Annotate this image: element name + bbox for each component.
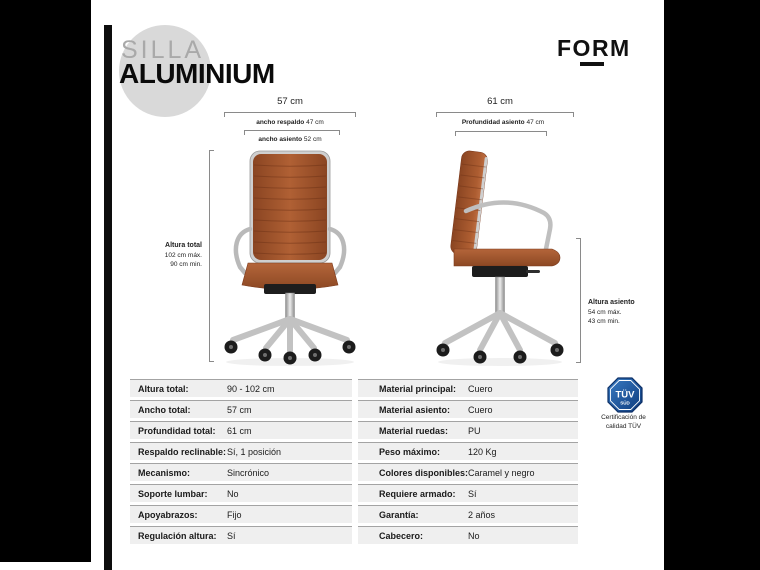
spec-value: 120 Kg bbox=[468, 446, 497, 457]
certification-caption bbox=[586, 413, 661, 431]
spec-value: Sí bbox=[468, 488, 477, 499]
front-back-width-value: 47 cm bbox=[306, 119, 324, 126]
front-total-width-bracket bbox=[224, 112, 356, 117]
spec-table-left-column bbox=[130, 379, 352, 547]
spec-value: Sincrónico bbox=[227, 467, 270, 478]
spec-row-mecanismo bbox=[130, 463, 352, 481]
spec-row-soporte-lumbar bbox=[130, 484, 352, 502]
seat-height-max: 54 cm máx. bbox=[588, 308, 622, 316]
side-seat-depth-value: 47 cm bbox=[526, 119, 545, 126]
front-seat-width-label: ancho asiento bbox=[258, 136, 303, 143]
spec-value: Fijo bbox=[227, 509, 242, 520]
chair-front-view bbox=[225, 151, 356, 366]
product-model: ALUMINIUM bbox=[119, 58, 275, 89]
spec-value: 57 cm bbox=[227, 404, 252, 415]
spec-row-profundidad-total bbox=[130, 421, 352, 439]
spec-label: Material principal: bbox=[379, 383, 457, 394]
spec-row-respaldo-reclinable bbox=[130, 442, 352, 460]
spec-value: 2 años bbox=[468, 509, 496, 520]
chair-illustrations bbox=[200, 145, 580, 367]
spec-label: Requiere armado: bbox=[379, 488, 456, 499]
side-total-depth: 61 cm bbox=[487, 96, 513, 107]
spec-value: Cuero bbox=[468, 404, 493, 415]
seat-height-label: Altura asiento bbox=[588, 299, 635, 306]
total-height-label: Altura total bbox=[165, 242, 202, 249]
spec-label: Garantía: bbox=[379, 509, 419, 520]
spec-row-cabecero bbox=[358, 526, 578, 544]
spec-label: Soporte lumbar: bbox=[138, 488, 208, 499]
total-height-max: 102 cm máx. bbox=[164, 251, 202, 259]
front-total-width: 57 cm bbox=[277, 96, 303, 107]
spec-value: Caramel y negro bbox=[468, 467, 535, 478]
side-seat-depth bbox=[430, 119, 576, 126]
spec-row-colores-disponibles bbox=[358, 463, 578, 481]
brand-logo-underline bbox=[580, 62, 604, 66]
spec-value: 90 - 102 cm bbox=[227, 383, 275, 394]
svg-text:SÜD: SÜD bbox=[620, 400, 630, 406]
spec-label: Respaldo reclinable: bbox=[138, 446, 227, 457]
spec-row-peso-maximo bbox=[358, 442, 578, 460]
brand-logo: FORM bbox=[557, 35, 631, 61]
total-height-annotation bbox=[130, 241, 202, 270]
spec-value: Sí bbox=[227, 530, 236, 541]
svg-text:TÜV: TÜV bbox=[615, 389, 635, 401]
spec-row-requiere-armado bbox=[358, 484, 578, 502]
spec-label: Cabecero: bbox=[379, 530, 424, 541]
spec-label: Peso máximo: bbox=[379, 446, 441, 457]
total-height-min: 90 cm min. bbox=[170, 261, 202, 268]
spec-row-material-ruedas bbox=[358, 421, 578, 439]
spec-value: Sí, 1 posición bbox=[227, 446, 282, 457]
spec-row-altura-total bbox=[130, 379, 352, 397]
spec-row-regulacion-altura bbox=[130, 526, 352, 544]
spec-label: Regulación altura: bbox=[138, 530, 217, 541]
spec-value: No bbox=[227, 488, 239, 499]
title-accent-bar bbox=[104, 25, 112, 570]
spec-value: 61 cm bbox=[227, 425, 252, 436]
left-black-panel bbox=[0, 0, 91, 562]
chair-side-view bbox=[437, 150, 564, 366]
spec-row-apoyabrazos bbox=[130, 505, 352, 523]
spec-label: Profundidad total: bbox=[138, 425, 216, 436]
tuv-sud-badge-icon bbox=[607, 377, 643, 413]
spec-label: Colores disponibles: bbox=[379, 467, 469, 478]
right-black-panel bbox=[664, 0, 760, 570]
seat-height-annotation bbox=[588, 298, 658, 327]
front-back-width bbox=[220, 119, 360, 126]
spec-row-ancho-total bbox=[130, 400, 352, 418]
spec-row-material-principal bbox=[358, 379, 578, 397]
side-seat-depth-label: Profundidad asiento bbox=[461, 119, 525, 126]
spec-table-right-column bbox=[358, 379, 578, 547]
certification-caption-line2: calidad TÜV bbox=[605, 423, 642, 430]
front-back-width-label: ancho respaldo bbox=[256, 119, 305, 126]
side-total-depth-bracket bbox=[436, 112, 574, 117]
side-seat-depth-bracket bbox=[455, 131, 547, 136]
spec-row-material-asiento bbox=[358, 400, 578, 418]
spec-value: No bbox=[468, 530, 480, 541]
seat-height-min: 43 cm min. bbox=[588, 318, 620, 325]
spec-label: Material ruedas: bbox=[379, 425, 449, 436]
spec-value: PU bbox=[468, 425, 481, 436]
spec-value: Cuero bbox=[468, 383, 493, 394]
spec-label: Altura total: bbox=[138, 383, 189, 394]
front-seat-width-bracket bbox=[244, 130, 340, 135]
front-seat-width bbox=[220, 136, 360, 143]
spec-label: Mecanismo: bbox=[138, 467, 191, 478]
spec-label: Apoyabrazos: bbox=[138, 509, 198, 520]
spec-label: Ancho total: bbox=[138, 404, 191, 415]
spec-label: Material asiento: bbox=[379, 404, 451, 415]
spec-row-garantia bbox=[358, 505, 578, 523]
certification-caption-line1: Certificación de bbox=[601, 414, 646, 421]
product-series: SILLA bbox=[121, 36, 205, 64]
front-seat-width-value: 52 cm bbox=[303, 136, 322, 143]
